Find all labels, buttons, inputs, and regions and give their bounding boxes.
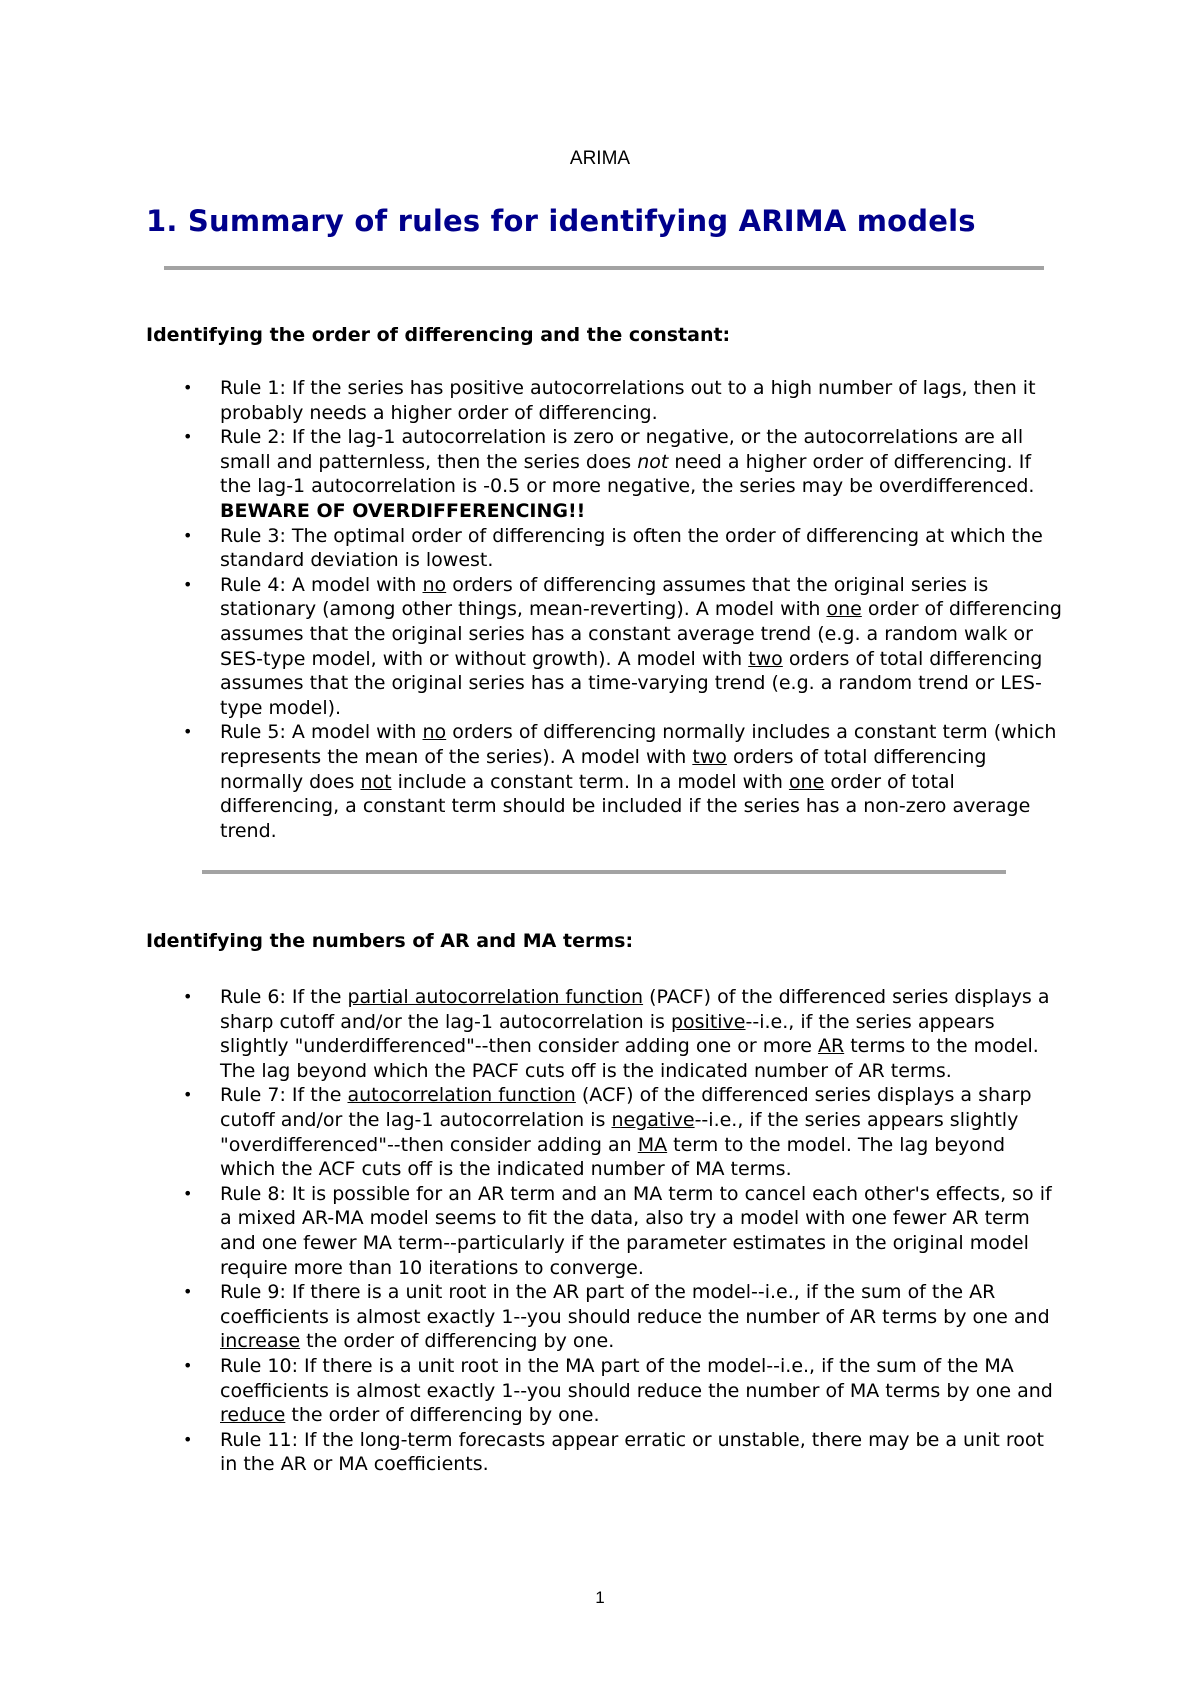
rule-text: orders of differencing assumes that the original series is stationary (among other things, mean-reverting). A model with xyxy=(220,573,989,621)
rule-text: (PACF) of the differenced series displays a sharp cutoff and/or the lag-1 autocorrelation is xyxy=(220,986,1050,1033)
page-number: 1 xyxy=(595,1588,605,1607)
underlined-term: AR xyxy=(817,1035,845,1058)
rule-text: (ACF) of the differenced series displays a sharp cutoff and/or the lag-1 autocorrelation is xyxy=(220,1084,1032,1131)
strong-text: BEWARE OF OVERDIFFERENCING!! xyxy=(220,499,586,522)
document-title: 1. Summary of rules for identifying ARIMA models xyxy=(146,204,976,238)
rule-text: terms to the model. The lag beyond which the PACF cuts off is the indicated number of AR terms. xyxy=(220,1035,1039,1082)
underlined-term: not xyxy=(360,770,392,793)
bullet-icon: • xyxy=(183,722,193,742)
rule-text: Rule 8: It is possible for an AR term and an MA term to cancel each other's effects, so if a mixed AR-MA model seems to fit the data, also try a model with one fewer AR term and one fewer MA term--particularly if the parameter estimates in the original model require more than 10 iterations to converge. xyxy=(220,1182,1052,1279)
bullet-icon: • xyxy=(183,1429,193,1449)
section-heading-ar-ma: Identifying the numbers of AR and MA terms: xyxy=(146,930,634,952)
rule-text: term to the model. The lag beyond which the ACF cuts off is the indicated number of MA terms. xyxy=(220,1133,1006,1181)
underlined-term: no xyxy=(422,721,447,744)
underlined-term: two xyxy=(692,745,727,768)
rule-text: --i.e., if the series appears slightly "overdifferenced"--then consider adding an xyxy=(220,1108,1019,1156)
rule-text: order of total differencing, a constant term should be included if the series has a non-zero average trend. xyxy=(220,770,1031,842)
underlined-term: no xyxy=(422,573,447,596)
rule-text: Rule 7: If the xyxy=(220,1084,348,1107)
rule-text: Rule 10: If there is a unit root in the MA part of the model--i.e., if the sum of the MA coefficients is almost exactly 1--you should reduce the number of MA terms by one and xyxy=(220,1354,1053,1402)
rules-list-differencing xyxy=(146,376,1066,843)
underlined-term: autocorrelation function xyxy=(347,1084,576,1107)
rules-list-ar-ma xyxy=(146,985,1066,1477)
rule-item xyxy=(146,425,1066,523)
rule-text: orders of total differencing assumes that the original series has a time-varying trend (e.g. a random trend or LES-type model). xyxy=(220,647,1043,719)
rule-item xyxy=(146,573,1066,721)
rule-text: Rule 5: A model with xyxy=(220,721,423,744)
rule-text: Rule 9: If there is a unit root in the AR part of the model--i.e., if the sum of the AR coefficients is almost exactly 1--you should reduce the number of AR terms by one and xyxy=(220,1281,1050,1328)
rule-text: Rule 1: If the series has positive autocorrelations out to a high number of lags, then it probably needs a higher order of differencing. xyxy=(220,377,1036,424)
rule-text: --i.e., if the series appears slightly "underdifferenced"--then consider adding one or more xyxy=(220,1010,995,1058)
rule-text: order of differencing assumes that the original series has a constant average trend (e.g. a random walk or SES-type model, with or without growth). A model with xyxy=(220,598,1062,670)
rule-text: Rule 4: A model with xyxy=(220,573,423,596)
emphasis-text: not xyxy=(637,450,669,473)
rule-item xyxy=(146,720,1066,843)
underlined-term: positive xyxy=(670,1010,746,1033)
bullet-icon: • xyxy=(183,1085,193,1105)
bullet-icon: • xyxy=(183,427,193,447)
underlined-term: negative xyxy=(611,1108,695,1131)
rule-item xyxy=(146,524,1066,573)
underlined-term: partial autocorrelation function xyxy=(347,986,644,1008)
rule-item xyxy=(146,1280,1066,1354)
underlined-term: increase xyxy=(220,1330,301,1353)
underlined-term: one xyxy=(826,598,862,621)
bullet-icon: • xyxy=(183,525,193,545)
rule-text: Rule 3: The optimal order of differencing is often the order of differencing at which the standard deviation is lowest. xyxy=(220,524,1043,572)
underlined-term: MA xyxy=(637,1133,668,1156)
bullet-icon: • xyxy=(183,574,193,594)
bullet-icon: • xyxy=(183,1355,193,1375)
title-divider xyxy=(164,266,1044,270)
bullet-icon: • xyxy=(183,1282,193,1302)
rule-item xyxy=(146,1182,1066,1280)
rule-item xyxy=(146,985,1066,1083)
rule-text: orders of differencing normally includes a constant term (which represents the mean of the series). A model with xyxy=(220,721,1057,768)
rule-text: the order of differencing by one. xyxy=(300,1330,615,1353)
underlined-term: one xyxy=(788,770,825,793)
rule-text: need a higher order of differencing. If the lag-1 autocorrelation is -0.5 or more negative, the series may be overdifferenced. xyxy=(220,450,1035,498)
rule-item xyxy=(146,376,1066,425)
rule-text: orders of total differencing normally does xyxy=(220,745,987,793)
bullet-icon: • xyxy=(183,987,193,1006)
rule-text: the order of differencing by one. xyxy=(285,1404,600,1427)
rule-text: Rule 11: If the long-term forecasts appear erratic or unstable, there may be a unit root in the AR or MA coefficients. xyxy=(220,1428,1044,1476)
underlined-term: two xyxy=(748,647,783,670)
bullet-icon: • xyxy=(183,1183,193,1203)
rule-item xyxy=(146,1354,1066,1428)
section-divider xyxy=(202,870,1006,874)
rule-text: include a constant term. In a model with xyxy=(391,770,789,793)
rule-item xyxy=(146,1083,1066,1181)
underlined-term: reduce xyxy=(220,1404,286,1427)
rule-item xyxy=(146,1428,1066,1477)
rule-text: Rule 2: If the lag-1 autocorrelation is zero or negative, or the autocorrelations are all small and patternless, then the series does xyxy=(220,426,1024,473)
bullet-icon: • xyxy=(183,378,193,397)
rule-text: Rule 6: If the xyxy=(220,986,348,1008)
section-heading-differencing: Identifying the order of differencing and the constant: xyxy=(146,324,731,346)
running-header: ARIMA xyxy=(569,148,631,169)
